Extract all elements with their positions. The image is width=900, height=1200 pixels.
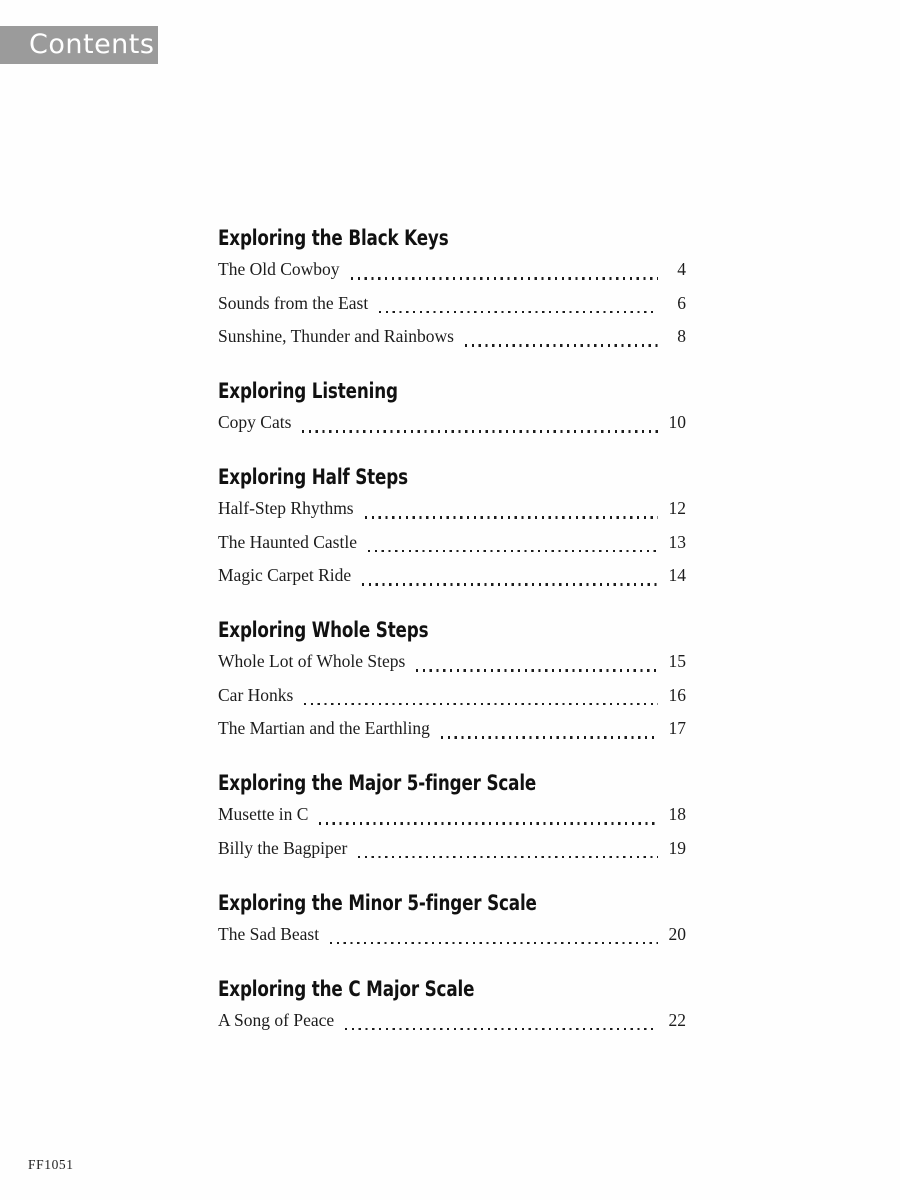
toc-section [218, 770, 686, 865]
dotted-leader [365, 516, 658, 518]
section-heading: Exploring the C Major Scale [218, 976, 475, 1002]
toc-entry [218, 798, 686, 832]
entry-page-number: 4 [677, 259, 686, 279]
entry-page-number: 22 [668, 1009, 686, 1030]
toc-entry [218, 832, 686, 866]
entry-title: Half-Step Rhythms [218, 498, 354, 518]
toc-entry [218, 320, 686, 354]
entry-title: Whole Lot of Whole Steps [218, 651, 406, 671]
entry-title: Billy the Bagpiper [218, 837, 348, 858]
dotted-leader [368, 550, 658, 552]
entry-page-number: 6 [677, 292, 686, 313]
toc-entry [218, 492, 686, 526]
section-heading: Exploring Whole Steps [218, 618, 429, 643]
entry-title: Copy Cats [218, 412, 292, 432]
toc-entry [218, 1004, 686, 1038]
dotted-leader [416, 669, 658, 671]
toc-section [218, 225, 686, 354]
entry-title: The Haunted Castle [218, 531, 357, 552]
entry-page-number: 13 [668, 531, 686, 552]
dotted-leader [351, 277, 658, 279]
section-entries [218, 406, 686, 440]
entry-title: Sounds from the East [218, 292, 369, 313]
toc-section [218, 976, 686, 1038]
dotted-leader [330, 942, 658, 944]
entry-title: The Old Cowboy [218, 259, 340, 279]
toc-entry [218, 526, 686, 560]
dotted-leader [379, 311, 658, 313]
section-heading: Exploring the Major 5-finger Scale [218, 771, 537, 796]
entry-page-number: 18 [668, 804, 686, 824]
toc-entry [218, 712, 686, 746]
entry-title: A Song of Peace [218, 1009, 335, 1030]
section-heading: Exploring the Minor 5-finger Scale [218, 890, 537, 916]
section-heading: Exploring the Black Keys [218, 226, 449, 251]
entry-title: The Martian and the Earthling [218, 718, 430, 738]
section-entries [218, 253, 686, 354]
entry-title: Musette in C [218, 804, 309, 824]
toc-entry [218, 287, 686, 321]
dotted-leader [441, 736, 658, 738]
entry-title: The Sad Beast [218, 923, 320, 944]
entry-page-number: 12 [668, 498, 686, 518]
entry-page-number: 10 [668, 412, 686, 432]
toc-section [218, 378, 686, 440]
toc-section [218, 464, 686, 593]
dotted-leader [362, 583, 658, 585]
entry-page-number: 20 [668, 923, 686, 944]
entry-title: Car Honks [218, 684, 294, 705]
toc-entry [218, 918, 686, 952]
contents-banner: Contents [0, 26, 158, 64]
dotted-leader [319, 822, 658, 824]
section-entries [218, 918, 686, 952]
entry-page-number: 19 [668, 837, 686, 858]
section-heading: Exploring Listening [218, 379, 398, 404]
dotted-leader [358, 856, 658, 858]
entry-page-number: 8 [677, 326, 686, 346]
toc-entry [218, 253, 686, 287]
toc-section [218, 617, 686, 746]
section-entries [218, 798, 686, 865]
dotted-leader [345, 1028, 658, 1030]
dotted-leader [465, 344, 658, 346]
table-of-contents [218, 225, 686, 1062]
catalog-number: FF1051 [28, 1157, 74, 1172]
toc-entry [218, 645, 686, 679]
section-entries [218, 645, 686, 746]
entry-page-number: 15 [668, 651, 686, 671]
section-entries [218, 1004, 686, 1038]
toc-entry [218, 559, 686, 593]
entry-title: Magic Carpet Ride [218, 565, 352, 585]
section-heading: Exploring Half Steps [218, 465, 408, 490]
entry-page-number: 17 [668, 718, 686, 738]
toc-section [218, 890, 686, 952]
dotted-leader [304, 703, 658, 705]
entry-title: Sunshine, Thunder and Rainbows [218, 326, 454, 346]
entry-page-number: 16 [668, 684, 686, 705]
section-entries [218, 492, 686, 593]
toc-entry [218, 679, 686, 713]
entry-page-number: 14 [668, 565, 686, 585]
dotted-leader [302, 430, 658, 432]
toc-entry [218, 406, 686, 440]
